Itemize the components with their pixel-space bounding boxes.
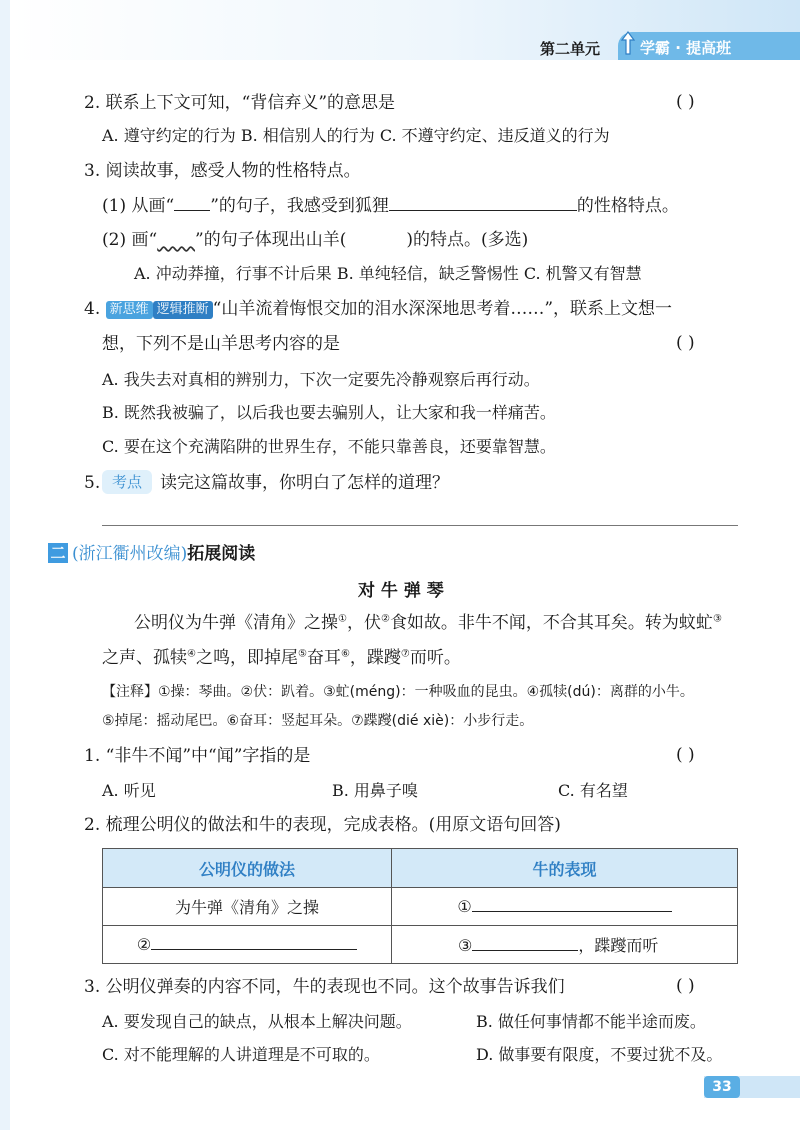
question-2-text: 2. 联系上下文可知，“背信弃义”的意思是: [84, 93, 396, 113]
sub1-blank-2[interactable]: [389, 210, 577, 211]
footnote-1: ①: [338, 613, 347, 625]
circle-num: ③: [458, 936, 473, 955]
table-header-col2: 牛的表现: [392, 849, 738, 888]
passage-line-2: [102, 647, 461, 669]
passage-seg: 而听。: [409, 648, 461, 668]
section-2-mark: 二: [48, 543, 68, 563]
passage-seg: 奋耳: [306, 648, 341, 668]
passage-title: 对 牛 弹 琴: [358, 581, 444, 601]
question-4-option-b: B. 既然我被骗了，以后我也要去骗别人，让大家和我一样痛苦。: [102, 403, 556, 422]
question-4-option-c: C. 要在这个充满陷阱的世界生存，不能只靠善良，还要靠智慧。: [102, 437, 556, 456]
s2-question-3-option-a: A. 要发现自己的缺点，从根本上解决问题。: [102, 1012, 412, 1031]
question-4-option-a: A. 我失去对真相的辨别力，下次一定要先冷静观察后再行动。: [102, 370, 540, 389]
passage-seg: 食如故。非牛不闻，不合其耳矣。转为蚊虻: [389, 613, 713, 633]
question-2-options: A. 遵守约定的行为 B. 相信别人的行为 C. 不遵守约定、违反道义的行为: [102, 126, 610, 145]
sub1-blank-1[interactable]: [174, 210, 210, 211]
s2-question-3-answer-paren[interactable]: ( ): [676, 976, 695, 996]
s2-question-1-option-a: A. 听见: [102, 781, 156, 800]
sub2-part-a: (2) 画“: [102, 230, 158, 250]
s2-question-1-option-c: C. 有名望: [558, 781, 628, 800]
table-cell: 为牛弹《清角》之操: [103, 888, 392, 926]
s2-question-2-text: 2. 梳理公明仪的做法和牛的表现，完成表格。(用原文语句回答): [84, 815, 561, 835]
question-5-num: 5.: [84, 473, 101, 493]
sub1-part-c: 的性格特点。: [576, 196, 679, 216]
passage-seg: ，蹀躞: [349, 648, 401, 668]
footnote-7: ⑦: [400, 648, 410, 660]
logic-badge: 逻辑推断: [153, 301, 213, 319]
section-2-label: 拓展阅读: [187, 544, 256, 564]
s2-question-3-option-c: C. 对不能理解的人讲道理是不可取的。: [102, 1045, 380, 1064]
s2-question-3-text: 3. 公明仪弹奏的内容不同，牛的表现也不同。这个故事告诉我们: [84, 977, 565, 997]
footnote-2: ②: [380, 613, 390, 625]
s2-question-1-text: 1. “非牛不闻”中“闻”字指的是: [84, 746, 311, 766]
s2-question-3-option-d: D. 做事要有限度，不要过犹不及。: [476, 1045, 723, 1064]
table-row: [103, 888, 738, 926]
passage-seg: 之鸣，即掉尾: [195, 648, 298, 668]
passage-seg: 公明仪为牛弹《清角》之操: [134, 613, 338, 633]
circle-num: ①: [457, 897, 472, 916]
arrow-up-icon: [620, 30, 636, 56]
footnote-6: ⑥: [340, 648, 350, 660]
question-4-answer-paren[interactable]: ( ): [676, 333, 695, 353]
sub2-part-b: ”的句子体现出山羊(: [195, 230, 347, 250]
passage-seg: 之声、孤犊: [102, 648, 187, 668]
answer-line[interactable]: [102, 525, 738, 526]
key-point-badge: 考点: [102, 470, 152, 494]
s2-question-1-option-b: B. 用鼻子嗅: [332, 781, 418, 800]
question-3-sub2: [102, 229, 528, 251]
answer-blank[interactable]: [472, 911, 672, 912]
passage-seg: ，伏: [346, 613, 381, 633]
table-header-col1: 公明仪的做法: [103, 849, 392, 888]
unit-label: 第二单元: [540, 40, 601, 58]
question-4-text-2: 想，下列不是山羊思考内容的是: [102, 334, 340, 354]
table-cell[interactable]: [392, 888, 738, 926]
s2-question-1-answer-paren[interactable]: ( ): [676, 745, 695, 765]
left-margin-strip: [0, 0, 10, 1130]
question-2-answer-paren[interactable]: ( ): [676, 92, 695, 112]
sub2-part-c: )的特点。(多选): [406, 230, 529, 250]
table-header-row: [103, 849, 738, 888]
page-number: 33: [704, 1076, 740, 1098]
question-4-text-1: “山羊流着悔恨交加的泪水深深地思考着……”，联系上文想一: [212, 299, 673, 319]
annotation-line-2: ⑤掉尾：摇动尾巴。⑥奋耳：竖起耳朵。⑦蹀躞(dié xiè)：小步行走。: [102, 713, 534, 729]
circle-num: ②: [136, 935, 152, 954]
question-3-text: 3. 阅读故事，感受人物的性格特点。: [84, 161, 361, 181]
table-cell[interactable]: [103, 926, 392, 964]
table-cell[interactable]: [392, 926, 738, 964]
question-5-text: 读完这篇故事，你明白了怎样的道理？: [160, 473, 449, 493]
question-4-num: 4.: [84, 299, 101, 319]
passage-line-1: [134, 612, 722, 634]
answer-table: [102, 848, 738, 964]
sub1-part-b: ”的句子，我感受到狐狸: [210, 196, 389, 216]
footnote-4: ④: [187, 648, 196, 660]
sub2-wavy-line: [157, 230, 195, 250]
new-thinking-badge: 新思维: [106, 301, 153, 319]
question-3-options: A. 冲动莽撞，行事不计后果 B. 单纯轻信，缺乏警惕性 C. 机警又有智慧: [134, 264, 642, 283]
question-3-sub1: [102, 195, 679, 217]
sub1-part-a: (1) 从画“: [102, 196, 175, 216]
s2-question-3-option-b: B. 做任何事情都不能半途而废。: [476, 1012, 706, 1031]
footnote-5: ⑤: [297, 648, 307, 660]
table-row: [103, 926, 738, 964]
section-2-source: (浙江衢州改编): [72, 544, 188, 564]
footnote-3: ③: [712, 613, 722, 625]
question-4-line-1: [84, 298, 672, 320]
table-cell-text: ，蹀躞而听: [578, 936, 659, 955]
section-2-heading: [72, 543, 255, 565]
answer-blank[interactable]: [151, 949, 357, 950]
annotation-line-1: 【注释】①操：琴曲。②伏：趴着。③虻(méng)：一种吸血的昆虫。④孤犊(dú)：离群的小牛。: [102, 684, 694, 700]
series-label: 学霸 · 提高班: [640, 39, 732, 57]
answer-blank[interactable]: [472, 950, 578, 951]
